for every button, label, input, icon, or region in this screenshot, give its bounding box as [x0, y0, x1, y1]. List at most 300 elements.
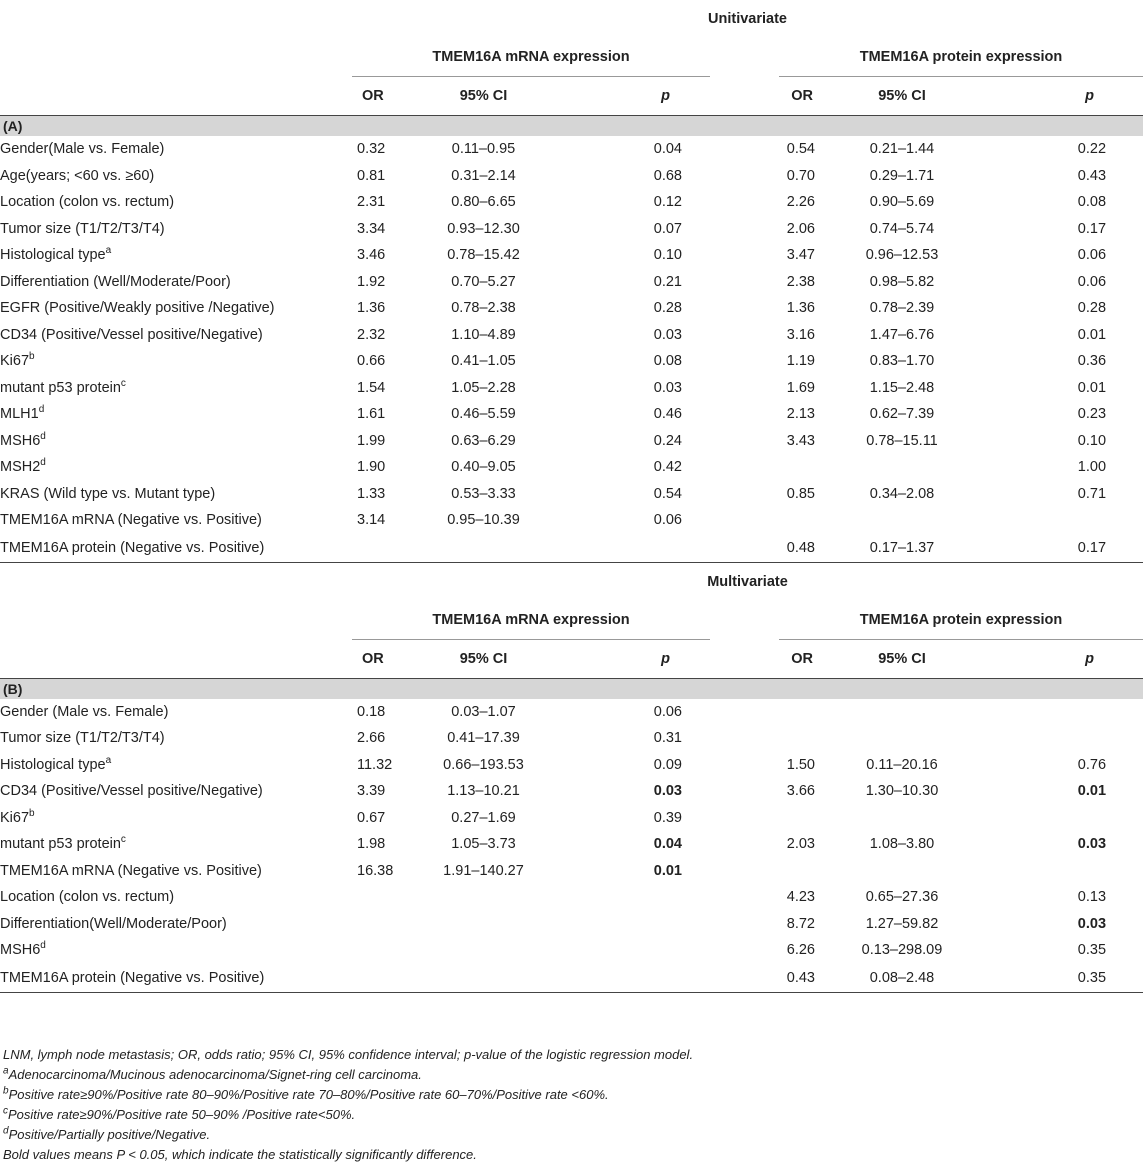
footnote-text: LNM, lymph node metastasis; OR, odds ratio; 95% CI, 95% confidence interval; p-value of the logistic regression model. — [3, 1047, 694, 1062]
protein-or-cell — [710, 507, 815, 534]
row-label-text: MSH2 — [0, 459, 41, 476]
protein-p-cell: 0.35 — [1077, 942, 1107, 959]
mrna-or-cell: 11.32 — [357, 756, 393, 773]
group-gap — [710, 38, 779, 77]
footnote-text: Positive rate≥90%/Positive rate 80–90%/Positive rate 70–80%/Positive rate 60–70%/Positive rate <60%. — [8, 1087, 609, 1102]
col-p-header: p — [989, 639, 1143, 678]
protein-ci-cell — [815, 858, 989, 885]
row-label-text: TMEM16A mRNA (Negative vs. Positive) — [0, 512, 262, 529]
col-or-header: OR — [352, 77, 397, 116]
protein-or-cell — [710, 858, 815, 885]
mrna-or-cell: 1.61 — [357, 406, 386, 423]
corner-cell — [0, 38, 352, 77]
protein-ci-cell: 0.34–2.08 — [869, 485, 935, 502]
protein-or-cell: 3.47 — [786, 247, 815, 264]
mrna-p-cell: 0.06 — [653, 703, 682, 720]
protein-p-cell: 0.17 — [1077, 220, 1107, 237]
row-label-text: MSH6 — [0, 432, 41, 449]
protein-p-cell: 0.76 — [1077, 756, 1107, 773]
row-label-text: Location (colon vs. rectum) — [0, 889, 175, 906]
row-label-text: mutant p53 protein — [0, 836, 121, 853]
row-label-text: EGFR (Positive/Weakly positive /Negative) — [0, 300, 275, 317]
protein-ci-cell: 0.96–12.53 — [865, 247, 939, 264]
mrna-ci-cell: 1.91–140.27 — [443, 862, 524, 879]
analysis-title-row — [0, 0, 1143, 38]
row-label — [0, 322, 352, 349]
mrna-ci-cell: 0.70–5.27 — [451, 273, 516, 290]
row-label-text: KRAS (Wild type vs. Mutant type) — [0, 485, 216, 502]
row-label — [0, 507, 352, 534]
mrna-or-cell: 0.32 — [357, 141, 386, 158]
mrna-ci-cell — [397, 964, 570, 993]
row-label — [0, 481, 352, 508]
mrna-p-cell: 0.28 — [653, 300, 682, 317]
row-label — [0, 964, 352, 993]
footnote-marker: a — [105, 245, 112, 257]
mrna-or-cell — [352, 964, 397, 993]
protein-or-cell: 2.26 — [786, 194, 815, 211]
row-label-text: Gender (Male vs. Female) — [0, 703, 169, 720]
group-gap — [710, 601, 779, 640]
row-label — [0, 269, 352, 296]
protein-or-cell: 3.16 — [786, 326, 815, 343]
footnote-text: Positive rate≥90%/Positive rate 50–90% /Positive rate<50%. — [8, 1107, 356, 1122]
col-p-header: p — [570, 639, 710, 678]
mrna-or-cell: 2.32 — [357, 326, 386, 343]
footnote-marker: c — [120, 377, 126, 389]
row-label — [0, 295, 352, 322]
col-p-header: p — [570, 77, 710, 116]
protein-or-cell: 1.19 — [786, 353, 815, 370]
mrna-ci-cell: 0.31–2.14 — [451, 167, 516, 184]
mrna-or-cell: 1.90 — [357, 459, 386, 476]
row-label — [0, 858, 352, 885]
row-label — [0, 454, 352, 481]
protein-or-cell: 3.43 — [786, 432, 815, 449]
corner-cell — [0, 0, 352, 38]
footnote-marker: d — [40, 430, 46, 442]
protein-p-cell: 0.17 — [989, 534, 1143, 563]
mrna-ci-cell: 1.10–4.89 — [451, 326, 516, 343]
protein-p-cell: 0.71 — [1077, 485, 1107, 502]
protein-ci-cell: 1.30–10.30 — [865, 783, 939, 800]
mrna-or-cell: 1.36 — [357, 300, 386, 317]
mrna-p-cell: 0.42 — [653, 459, 682, 476]
protein-ci-cell — [815, 805, 989, 832]
row-label — [0, 136, 352, 163]
group-title-protein: TMEM16A protein expression — [779, 38, 1143, 77]
protein-ci-cell: 0.21–1.44 — [869, 141, 935, 158]
mrna-or-cell — [352, 937, 397, 964]
row-label-text: Age(years; <60 vs. ≥60) — [0, 167, 155, 184]
protein-or-cell — [710, 725, 815, 752]
footnote-marker: d — [40, 457, 46, 469]
protein-p-cell: 0.01 — [1077, 783, 1107, 800]
mrna-ci-cell: 1.05–2.28 — [451, 379, 516, 396]
protein-or-cell: 2.13 — [786, 406, 815, 423]
protein-or-cell: 0.54 — [786, 141, 815, 158]
mrna-ci-cell — [397, 534, 570, 563]
mrna-ci-cell: 0.66–193.53 — [443, 756, 524, 773]
protein-or-cell: 1.69 — [786, 379, 815, 396]
protein-ci-cell: 1.15–2.48 — [869, 379, 935, 396]
table-row — [0, 348, 1143, 375]
mrna-p-cell — [570, 534, 710, 563]
mrna-p-cell: 0.06 — [653, 512, 682, 529]
mrna-or-cell: 0.81 — [357, 167, 386, 184]
row-label-text: Tumor size (T1/T2/T3/T4) — [0, 730, 165, 747]
row-label-text: MSH6 — [0, 942, 41, 959]
protein-p-cell: 0.01 — [1077, 379, 1107, 396]
footnote-marker: c — [120, 834, 126, 846]
protein-or-cell: 1.50 — [786, 756, 815, 773]
mrna-or-cell: 16.38 — [357, 862, 394, 879]
corner-cell — [0, 562, 352, 601]
row-label-text: TMEM16A protein (Negative vs. Positive) — [0, 539, 265, 556]
row-label-text: Gender(Male vs. Female) — [0, 141, 165, 158]
mrna-ci-cell: 0.53–3.33 — [451, 485, 516, 502]
protein-p-cell: 0.23 — [1077, 406, 1107, 423]
mrna-p-cell: 0.03 — [653, 326, 682, 343]
protein-p-cell — [989, 805, 1143, 832]
row-label-text: mutant p53 protein — [0, 379, 121, 396]
protein-or-cell — [710, 699, 815, 726]
mrna-p-cell — [570, 911, 710, 938]
mrna-p-cell — [570, 964, 710, 993]
protein-or-cell: 3.66 — [786, 783, 815, 800]
table-row — [0, 778, 1143, 805]
table-row — [0, 507, 1143, 534]
mrna-p-cell: 0.12 — [653, 194, 682, 211]
protein-or-cell: 8.72 — [786, 915, 815, 932]
table-row — [0, 322, 1143, 349]
row-label — [0, 216, 352, 243]
row-label — [0, 831, 352, 858]
mrna-ci-cell: 0.93–12.30 — [447, 220, 520, 237]
mrna-p-cell: 0.31 — [653, 730, 682, 747]
table-row — [0, 805, 1143, 832]
protein-ci-cell: 0.90–5.69 — [869, 194, 935, 211]
row-label — [0, 189, 352, 216]
protein-p-cell: 0.03 — [1077, 836, 1107, 853]
footnote-marker: d — [3, 1125, 9, 1137]
row-label-text: Ki67 — [0, 353, 30, 370]
mrna-p-cell — [570, 937, 710, 964]
table-row — [0, 534, 1143, 563]
table-row — [0, 375, 1143, 402]
protein-p-cell: 0.10 — [1077, 432, 1107, 449]
row-label-text: Differentiation (Well/Moderate/Poor) — [0, 273, 231, 290]
mrna-ci-cell: 0.80–6.65 — [451, 194, 516, 211]
row-label — [0, 428, 352, 455]
row-label — [0, 375, 352, 402]
protein-ci-cell: 1.08–3.80 — [869, 836, 935, 853]
mrna-p-cell: 0.01 — [653, 862, 682, 879]
group-title-mrna: TMEM16A mRNA expression — [352, 601, 710, 640]
mrna-or-cell: 1.98 — [357, 836, 386, 853]
protein-or-cell: 0.48 — [710, 534, 815, 563]
row-label — [0, 534, 352, 563]
row-label — [0, 911, 352, 938]
table-row — [0, 454, 1143, 481]
protein-ci-cell: 0.78–2.39 — [869, 300, 935, 317]
footnote — [3, 1085, 1141, 1105]
row-label-text: TMEM16A protein (Negative vs. Positive) — [0, 969, 265, 986]
col-ci-header: 95% CI — [397, 77, 570, 116]
table-row — [0, 295, 1143, 322]
row-label — [0, 401, 352, 428]
mrna-or-cell: 3.34 — [357, 220, 386, 237]
protein-ci-cell: 0.29–1.71 — [869, 167, 935, 184]
mrna-or-cell: 1.92 — [357, 273, 386, 290]
row-label-text: TMEM16A mRNA (Negative vs. Positive) — [0, 862, 262, 879]
protein-p-cell: 0.06 — [1077, 273, 1107, 290]
mrna-or-cell: 1.33 — [357, 485, 386, 502]
row-label-text: Differentiation(Well/Moderate/Poor) — [0, 915, 227, 932]
protein-ci-cell: 1.27–59.82 — [865, 915, 939, 932]
protein-ci-cell — [815, 699, 989, 726]
section-band — [0, 116, 1143, 137]
row-label — [0, 163, 352, 190]
mrna-p-cell: 0.09 — [653, 756, 682, 773]
protein-ci-cell: 0.98–5.82 — [869, 273, 935, 290]
mrna-ci-cell: 0.95–10.39 — [447, 512, 520, 529]
protein-p-cell: 0.01 — [1077, 326, 1107, 343]
row-label — [0, 752, 352, 779]
group-title-protein: TMEM16A protein expression — [779, 601, 1143, 640]
protein-p-cell — [989, 699, 1143, 726]
mrna-p-cell: 0.04 — [653, 141, 682, 158]
protein-ci-cell: 0.13–298.09 — [861, 942, 943, 959]
protein-ci-cell: 0.08–2.48 — [815, 964, 989, 993]
mrna-ci-cell: 0.41–1.05 — [451, 353, 516, 370]
mrna-p-cell: 0.03 — [653, 783, 682, 800]
column-header-row — [0, 77, 1143, 116]
analysis-title-row — [0, 562, 1143, 601]
protein-or-cell: 4.23 — [786, 889, 815, 906]
footnote — [3, 1045, 1141, 1065]
row-label — [0, 725, 352, 752]
mrna-p-cell: 0.46 — [653, 406, 682, 423]
mrna-ci-cell — [397, 937, 570, 964]
mrna-ci-cell — [397, 911, 570, 938]
row-label-text: CD34 (Positive/Vessel positive/Negative) — [0, 783, 263, 800]
protein-ci-cell: 0.78–15.11 — [866, 432, 938, 449]
corner-cell — [0, 601, 352, 640]
mrna-or-cell: 2.66 — [357, 730, 386, 747]
protein-or-cell — [710, 805, 815, 832]
col-p-header: p — [989, 77, 1143, 116]
mrna-or-cell: 1.99 — [357, 432, 386, 449]
footnote-text: Positive/Partially positive/Negative. — [8, 1127, 211, 1142]
mrna-or-cell: 0.67 — [357, 809, 386, 826]
mrna-or-cell: 3.46 — [357, 247, 386, 264]
table-row — [0, 428, 1143, 455]
protein-ci-cell — [815, 454, 989, 481]
row-label-text: Tumor size (T1/T2/T3/T4) — [0, 220, 165, 237]
table-row — [0, 699, 1143, 726]
corner-cell — [0, 639, 352, 678]
section-label: (B) — [0, 678, 1143, 699]
footnote — [3, 1145, 1141, 1165]
mrna-ci-cell: 0.11–0.95 — [451, 141, 516, 158]
col-or-header: OR — [710, 77, 815, 116]
protein-p-cell: 0.36 — [1077, 353, 1107, 370]
table-row — [0, 937, 1143, 964]
protein-ci-cell: 0.62–7.39 — [869, 406, 935, 423]
corner-cell — [0, 77, 352, 116]
mrna-p-cell: 0.21 — [653, 273, 682, 290]
footnote — [3, 1065, 1141, 1085]
protein-p-cell: 0.28 — [1077, 300, 1107, 317]
footnote-marker: a — [3, 1065, 9, 1077]
section-label: (A) — [0, 116, 1143, 137]
mrna-ci-cell: 0.63–6.29 — [451, 432, 516, 449]
row-label-text: Location (colon vs. rectum) — [0, 194, 175, 211]
mrna-p-cell: 0.04 — [653, 836, 682, 853]
protein-p-cell: 0.06 — [1077, 247, 1107, 264]
footnote-text: Adenocarcinoma/Mucinous adenocarcinoma/Signet-ring cell carcinoma. — [8, 1067, 422, 1082]
table-row — [0, 481, 1143, 508]
group-title-mrna: TMEM16A mRNA expression — [352, 38, 710, 77]
protein-p-cell: 0.22 — [1077, 141, 1107, 158]
protein-or-cell: 2.06 — [786, 220, 815, 237]
row-label — [0, 348, 352, 375]
row-label-text: Histological type — [0, 756, 106, 773]
protein-ci-cell — [815, 507, 989, 534]
protein-or-cell: 0.85 — [786, 485, 815, 502]
table-row — [0, 216, 1143, 243]
row-label — [0, 699, 352, 726]
mrna-ci-cell: 0.03–1.07 — [451, 703, 516, 720]
row-label — [0, 884, 352, 911]
mrna-p-cell: 0.24 — [653, 432, 682, 449]
protein-or-cell: 0.43 — [710, 964, 815, 993]
footnote — [3, 1105, 1141, 1125]
mrna-p-cell: 0.10 — [653, 247, 682, 264]
row-label — [0, 937, 352, 964]
row-label — [0, 778, 352, 805]
mrna-ci-cell: 0.78–2.38 — [451, 300, 516, 317]
protein-p-cell: 0.03 — [1077, 915, 1107, 932]
protein-or-cell: 2.03 — [786, 836, 815, 853]
mrna-or-cell: 1.54 — [357, 379, 386, 396]
footnote-marker: d — [40, 940, 46, 952]
protein-ci-cell: 0.65–27.36 — [865, 889, 939, 906]
protein-or-cell — [710, 454, 815, 481]
protein-ci-cell: 0.74–5.74 — [869, 220, 935, 237]
protein-p-cell — [989, 507, 1143, 534]
table-row — [0, 831, 1143, 858]
section-band — [0, 678, 1143, 699]
table-row — [0, 189, 1143, 216]
footnote-text: Bold values means P < 0.05, which indicate the statistically significantly difference. — [3, 1147, 477, 1162]
mrna-ci-cell: 0.78–15.42 — [447, 247, 520, 264]
protein-ci-cell: 0.83–1.70 — [869, 353, 935, 370]
mrna-ci-cell: 0.40–9.05 — [451, 459, 516, 476]
table-row — [0, 752, 1143, 779]
column-header-row — [0, 639, 1143, 678]
mrna-ci-cell: 0.46–5.59 — [451, 406, 516, 423]
table-row — [0, 136, 1143, 163]
protein-p-cell: 1.00 — [1077, 459, 1107, 476]
protein-p-cell — [989, 725, 1143, 752]
mrna-p-cell: 0.03 — [653, 379, 682, 396]
mrna-or-cell: 3.14 — [357, 512, 386, 529]
analysis-title: Unitivariate — [708, 11, 787, 27]
mrna-p-cell: 0.39 — [653, 809, 682, 826]
row-label-text: Histological type — [0, 247, 106, 264]
protein-ci-cell — [815, 725, 989, 752]
protein-p-cell: 0.35 — [989, 964, 1143, 993]
footnote — [3, 1125, 1141, 1145]
mrna-or-cell: 3.39 — [357, 783, 386, 800]
protein-or-cell: 2.38 — [786, 273, 815, 290]
protein-or-cell: 0.70 — [786, 167, 815, 184]
col-or-header: OR — [352, 639, 397, 678]
mrna-p-cell — [570, 884, 710, 911]
group-title-row — [0, 38, 1143, 77]
protein-p-cell — [989, 858, 1143, 885]
table-footnotes — [3, 1045, 1141, 1165]
table-row — [0, 269, 1143, 296]
mrna-ci-cell: 0.41–17.39 — [447, 730, 520, 747]
group-title-row — [0, 601, 1143, 640]
col-ci-header: 95% CI — [815, 639, 989, 678]
protein-p-cell: 0.08 — [1077, 194, 1107, 211]
footnote-marker: a — [105, 754, 112, 766]
row-label-text: Ki67 — [0, 809, 30, 826]
row-label-text: MLH1 — [0, 406, 39, 423]
mrna-ci-cell: 1.05–3.73 — [451, 836, 516, 853]
mrna-or-cell: 2.31 — [357, 194, 386, 211]
mrna-or-cell — [352, 534, 397, 563]
protein-p-cell: 0.13 — [1077, 889, 1107, 906]
row-label — [0, 242, 352, 269]
table-row — [0, 163, 1143, 190]
mrna-p-cell: 0.54 — [653, 485, 682, 502]
table-row — [0, 725, 1143, 752]
mrna-ci-cell: 0.27–1.69 — [451, 809, 516, 826]
mrna-or-cell — [352, 911, 397, 938]
mrna-or-cell: 0.66 — [357, 353, 386, 370]
footnote-marker: b — [29, 807, 35, 819]
mrna-or-cell — [352, 884, 397, 911]
table-row — [0, 884, 1143, 911]
table-row — [0, 964, 1143, 993]
protein-ci-cell: 0.17–1.37 — [815, 534, 989, 563]
protein-p-cell: 0.43 — [1077, 167, 1107, 184]
footnote-marker: b — [29, 351, 35, 363]
footnote-marker: d — [38, 404, 45, 416]
col-or-header: OR — [710, 639, 815, 678]
protein-ci-cell: 1.47–6.76 — [869, 326, 935, 343]
analysis-title: Multivariate — [352, 562, 1143, 601]
col-ci-header: 95% CI — [397, 639, 570, 678]
footnote-marker: b — [3, 1085, 9, 1097]
mrna-ci-cell — [397, 884, 570, 911]
table-row — [0, 858, 1143, 885]
table-row — [0, 401, 1143, 428]
mrna-ci-cell: 1.13–10.21 — [447, 783, 520, 800]
mrna-or-cell: 0.18 — [357, 703, 386, 720]
mrna-p-cell: 0.07 — [653, 220, 682, 237]
row-label-text: CD34 (Positive/Vessel positive/Negative) — [0, 326, 263, 343]
mrna-p-cell: 0.08 — [653, 353, 682, 370]
col-ci-header: 95% CI — [815, 77, 989, 116]
protein-or-cell: 1.36 — [786, 300, 815, 317]
footnote-marker: c — [3, 1105, 8, 1117]
